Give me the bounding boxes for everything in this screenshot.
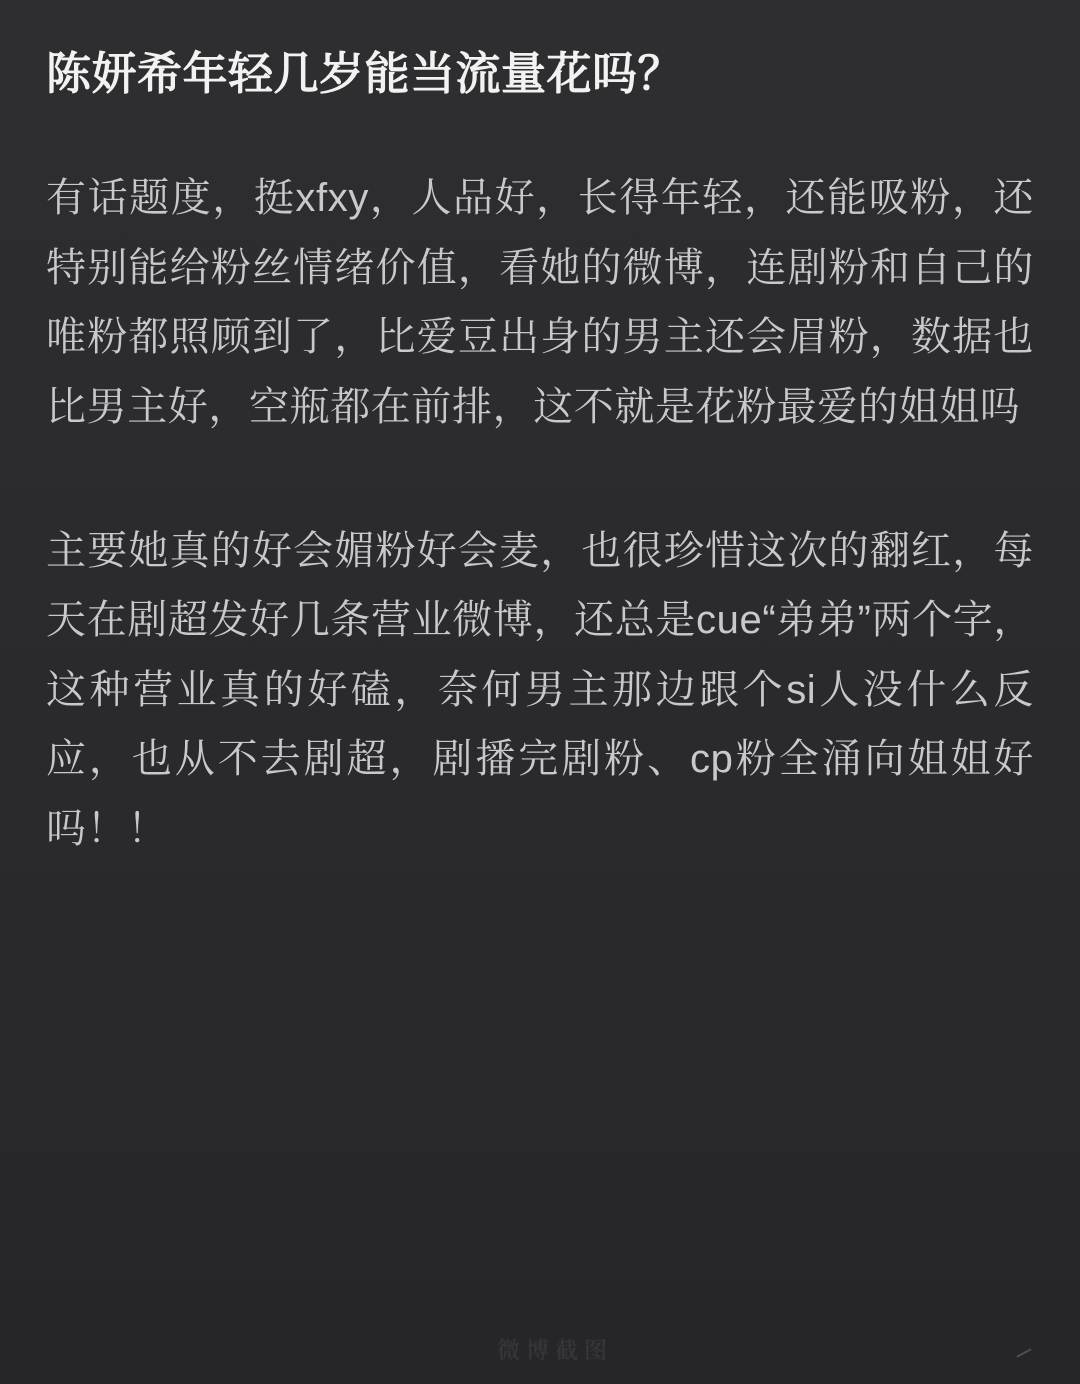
watermark: 微博截图	[497, 1336, 613, 1363]
page-title: 陈妍希年轻几岁能当流量花吗？	[46, 48, 684, 99]
post-body	[46, 164, 1034, 864]
post-paragraph: 有话题度，挺xfxy，人品好，长得年轻，还能吸粉，还特别能给粉丝情绪价值，看她的微博，连剧粉和自己的唯粉都照顾到了，比爱豆出身的男主还会眉粉，数据也比男主好，空瓶都在前排，这不就是花粉最爱的姐姐吗	[46, 176, 1034, 430]
post-paragraph: 主要她真的好会媚粉好会麦，也很珍惜这次的翻红，每天在剧超发好几条营业微博，还总是cue“弟弟”两个字，这种营业真的好磕，奈何男主那边跟个si人没什么反应，也从不去剧超，剧播完剧粉、cp粉全涌向姐姐好吗！！	[46, 528, 1034, 851]
